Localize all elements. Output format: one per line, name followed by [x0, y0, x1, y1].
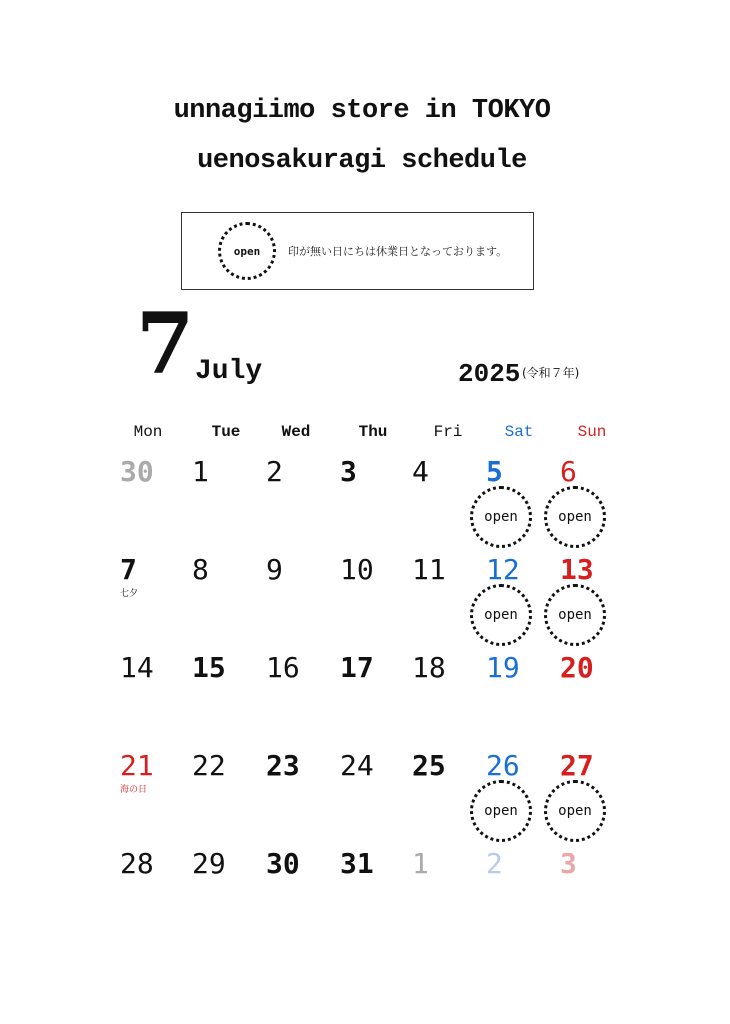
day-number: 5 [486, 455, 503, 488]
day-cell [558, 749, 632, 848]
day-cell [558, 553, 632, 652]
day-number: 10 [340, 553, 374, 586]
day-cell [266, 553, 338, 652]
weekday-sat: Sat [504, 423, 534, 441]
day-cell [266, 455, 338, 554]
day-cell [266, 847, 338, 946]
month-name: July [195, 356, 263, 387]
schedule-title: uenosakuragi schedule [197, 146, 527, 176]
day-cell [340, 749, 412, 848]
day-number: 12 [486, 553, 520, 586]
day-cell [340, 553, 412, 652]
day-number: 4 [412, 455, 429, 488]
day-number: 3 [340, 455, 357, 488]
day-number: 16 [266, 651, 300, 684]
day-cell [120, 553, 192, 652]
store-title: unnagiimo store in TOKYO [173, 96, 551, 126]
day-cell [120, 847, 192, 946]
day-number: 25 [412, 749, 446, 782]
day-number: 23 [266, 749, 300, 782]
day-number: 15 [192, 651, 226, 684]
day-number: 3 [560, 847, 577, 880]
day-cell [560, 651, 632, 750]
open-stamp-icon: open [470, 780, 532, 842]
day-number: 29 [192, 847, 226, 880]
holiday-label: 七夕 [120, 589, 139, 599]
day-cell [340, 455, 412, 554]
day-number: 20 [560, 651, 594, 684]
open-stamp-icon: open [470, 584, 532, 646]
day-number: 26 [486, 749, 520, 782]
day-cell [558, 455, 632, 554]
weekday-wed: Wed [281, 423, 311, 441]
holiday-label: 海の日 [120, 785, 148, 795]
day-cell [120, 455, 192, 554]
open-stamp-icon: open [544, 584, 606, 646]
weekday-sun: Sun [577, 423, 607, 441]
day-cell [192, 455, 264, 554]
day-cell [486, 651, 558, 750]
day-number: 31 [340, 847, 374, 880]
weekday-thu: Thu [358, 423, 388, 441]
day-number: 22 [192, 749, 226, 782]
day-cell [192, 847, 264, 946]
legend-box [181, 212, 534, 290]
day-cell [412, 651, 484, 750]
month-number: 7 [136, 294, 195, 393]
open-stamp-icon: open [218, 222, 276, 280]
open-stamp-icon: open [470, 486, 532, 548]
day-cell [340, 847, 412, 946]
open-stamp-icon: open [544, 780, 606, 842]
day-cell [120, 749, 192, 848]
weekday-fri: Fri [433, 423, 463, 441]
day-cell [412, 847, 484, 946]
day-number: 8 [192, 553, 209, 586]
day-cell [560, 847, 632, 946]
day-cell [192, 553, 264, 652]
day-cell [192, 749, 264, 848]
day-number: 7 [120, 553, 137, 586]
day-number: 9 [266, 553, 283, 586]
year: 2025 [458, 359, 521, 389]
japanese-era: (令和７年) [522, 366, 580, 380]
day-number: 30 [120, 455, 154, 488]
day-number: 30 [266, 847, 300, 880]
day-number: 6 [560, 455, 577, 488]
day-number: 24 [340, 749, 374, 782]
day-number: 18 [412, 651, 446, 684]
day-number: 21 [120, 749, 154, 782]
legend-note: 印が無い日にちは休業日となっております。 [288, 245, 508, 258]
day-number: 2 [266, 455, 283, 488]
day-number: 1 [192, 455, 209, 488]
day-cell [266, 749, 338, 848]
day-cell [266, 651, 338, 750]
day-number: 19 [486, 651, 520, 684]
day-number: 1 [412, 847, 429, 880]
open-stamp-icon: open [544, 486, 606, 548]
day-number: 14 [120, 651, 154, 684]
day-cell [486, 847, 558, 946]
day-number: 2 [486, 847, 503, 880]
day-cell [340, 651, 412, 750]
day-number: 28 [120, 847, 154, 880]
day-cell [120, 651, 192, 750]
day-number: 17 [340, 651, 374, 684]
day-cell [192, 651, 264, 750]
weekday-mon: Mon [133, 423, 163, 441]
weekday-tue: Tue [211, 423, 241, 441]
day-number: 11 [412, 553, 446, 586]
day-number: 13 [560, 553, 594, 586]
day-number: 27 [560, 749, 594, 782]
